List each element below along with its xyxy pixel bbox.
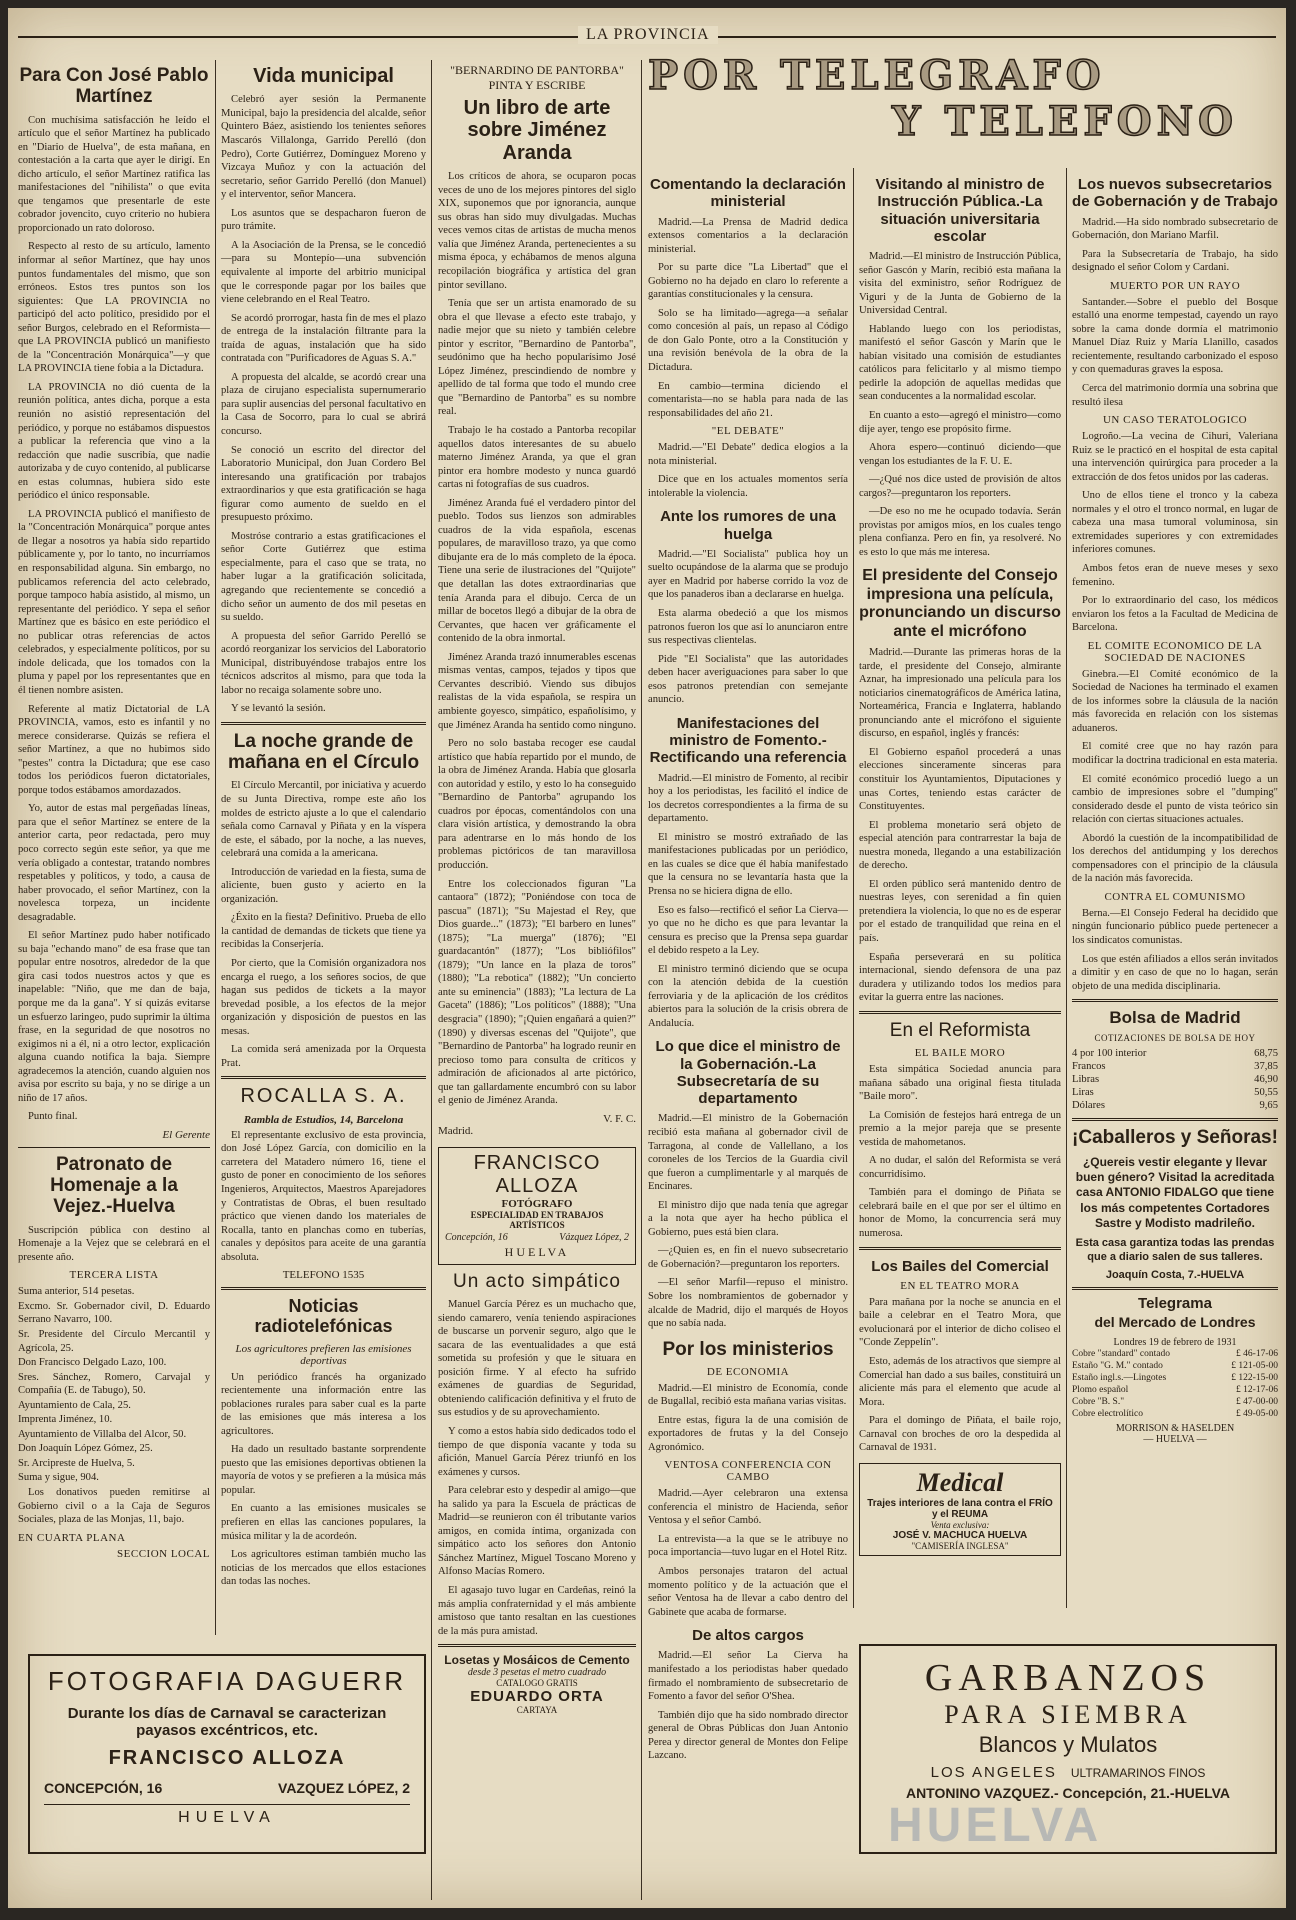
article-body (648, 1382, 848, 1455)
list-item: Suma y sigue, 904. (18, 1472, 99, 1484)
article-body (221, 779, 426, 1070)
paragraph: Y como a estos había sido dedicados todo el tiempo de que disponía vacante y toda su afición, Manuel García Pérez triunfó en los exámenes y cursos. (438, 1426, 636, 1478)
paragraph: También dijo que ha sido nombrado director general de Obras Públicas don Juan Antonio Perea y director general de Montes don Felipe Lazcano. (648, 1709, 848, 1762)
list-item: Ayuntamiento de Villalba del Alcor, 50. (18, 1428, 187, 1440)
row-label: 4 por 100 interior (1072, 1048, 1147, 1060)
ad-title: ¡Caballeros y Señoras! (1072, 1127, 1278, 1149)
ad-catalog: CATALOGO GRATIS (496, 1678, 578, 1689)
row-value: 37,85 (1254, 1061, 1278, 1073)
article-title: En el Reformista (889, 1019, 1031, 1041)
paragraph: España perseverará en su política internacional, siendo defensora de una paz duradera y utilizando todos los medios para evitar la guerra entre las naciones. (859, 951, 1061, 1004)
table-row (1072, 1384, 1278, 1396)
article-body (1072, 907, 1278, 993)
list-item: Imprenta Jiménez, 10. (18, 1414, 113, 1426)
list-item: Don Joaquín López Gómez, 25. (18, 1443, 153, 1455)
table-row (1072, 1372, 1278, 1384)
article-body (648, 1649, 848, 1762)
article-body (1072, 296, 1278, 409)
article-body (648, 548, 848, 707)
paragraph: —De eso no me he ocupado todavía. Serán provistas por amigos míos, en los cuales tengo plena confianza. Pero en fin, ya resolveré. No es esto lo que más me interesa. (859, 506, 1061, 558)
paragraph: Berna.—El Consejo Federal ha decidido que ningún funcionario público puede pertenecer a los sindicatos comunistas. (1072, 907, 1278, 947)
paragraph: Esto, además de los atractivos que siempre al Comercial han dado a sus bailes, constituirá un aliciente más para el elemento que acude al Mora. (859, 1355, 1061, 1408)
row-label: Dólares (1072, 1100, 1105, 1112)
cuarta-plana: EN CUARTA PLANA (18, 1531, 126, 1544)
paragraph: Referente al matiz Dictatorial de LA PROVINCIA, vamos, esto es infantil y no merece considerarse. Quizás se refiera el señor Martínez, a que no hubimos sido "pestes" contra la Dictadura; que ese caso todos los periódicos fueron dictatoriales, porque todos estábamos amordazados. (18, 703, 210, 796)
list-item: Suma anterior, 514 pesetas. (18, 1286, 135, 1298)
row-value: 50,55 (1254, 1087, 1278, 1099)
article-title: Lo que dice el ministro de la Gobernación.-La Subsecretaría de su departamento (655, 1038, 841, 1108)
ad-address: Joaquín Costa, 7.-HUELVA (1105, 1269, 1245, 1282)
paragraph: Madrid.—La Prensa de Madrid dedica extensos comentarios a la declaración ministerial. (648, 216, 848, 255)
ad-title: Losetas y Mosáicos de Cemento (444, 1653, 630, 1668)
article-title: Ante los rumores de una huelga (660, 508, 836, 543)
paragraph: Madrid.—Durante las primeras horas de la tarde, el presidente del Consejo, almirante Aznar, ha impresionado una película para los noticiarios cinematográficos de América latina, Norteamérica, Francia e Inglaterra, hablando pronunciando ante el micrófono el siguiente discurso, en español, inglés y francés: (859, 647, 1061, 740)
list-title: TERCERA LISTA (69, 1269, 159, 1282)
list-item: Excmo. Sr. Gobernador civil, D. Eduardo Serrano Navarro, 100. (18, 1300, 210, 1326)
article-signature: El Gerente (162, 1128, 210, 1141)
telegram-subtitle: del Mercado de Londres (1094, 1314, 1256, 1331)
paragraph: Para la Subsecretaría de Trabajo, ha sido designado el señor Colom y Cardani. (1072, 248, 1278, 274)
article-body (648, 1487, 848, 1619)
bolsa-subtitle: COTIZACIONES DE BOLSA DE HOY (1094, 1033, 1256, 1044)
paragraph: También para el domingo de Piñata se celebrará baile en el que por ser el último en honor de Momo, la concurrencia será muy numerosa. (859, 1187, 1061, 1239)
paragraph: Punto final. (28, 1111, 78, 1123)
paragraph: Y se levantó la sesión. (231, 703, 326, 715)
headline-line-2: Y TELEFONO (892, 98, 1238, 145)
watermark-text: HUELVA (888, 1799, 1103, 1852)
list-item: Sres. Sánchez, Romero, Carvajal y Compañía (E. de Tabugo), 50. (18, 1371, 210, 1397)
ad-subtitle: Rambla de Estudios, 14, Barcelona (243, 1113, 404, 1126)
row-value: £ 122-15-00 (1231, 1372, 1278, 1383)
paragraph: A propuesta del señor Garrido Perelló se acordó reorganizar los servicios del Laboratorio Municipal, distribuyéndose trabajos entre los técnicos adscritos al mismo, para que toda la labor no recaiga solamente sobre uno. (221, 630, 426, 696)
paragraph: Introducción de variedad en la fiesta, suma de aliciente, buen gusto y acierto en la organización. (221, 866, 426, 905)
ad-line: Durante los días de Carnaval se caracterizan payasos excéntricos, etc. (67, 1705, 387, 1739)
paragraph: Solo se ha limitado—agrega—a señalar como concesión al país, un repaso al Código de don Galo Ponte, otro a la Constitución y una revisión benévola de la obra de la Dictadura. (648, 307, 848, 373)
paragraph: Los asuntos que se despacharon fueron de puro trámite. (221, 207, 426, 233)
row-value: £ 121-05-00 (1231, 1360, 1278, 1371)
paragraph: Jiménez Aranda trazó innumerables escenas mismas ventas, campos, tejados y tipos que Cervantes describió. Viendo sus dibujos realistas de la vida española, se respira un ambiente goyesco, simpático, españolísimo, y que Jiménez Aranda ha sentido como ninguno. (438, 651, 636, 731)
paragraph: Respecto al resto de su artículo, lamento informar al señor Martínez, que hay unos puntos fundamentales del mismo, que son erróneos. Estos tres puntos son los siguientes: Que LA PROVINCIA no participó del acto político, presidido por el señor Burgos, celebrado en el Reformista—que LA PROVINCIA publicó un manifiesto de la "Concentración Monárquica"—y que LA PROVINCIA tiene fobia a la Dictadura. (18, 241, 210, 375)
paragraph: Para mañana por la noche se anuncia en el baile a celebrar en el Teatro Mora, que evolucionará por el interior de dicho coliseo el "Conde Zeppelín". (859, 1296, 1061, 1349)
ad-address-1: Concepción, 16 (445, 1231, 508, 1243)
ad-line-5: ANTONINO VAZQUEZ.- Concepción, 21.-HUELVA (905, 1785, 1231, 1801)
paragraph: Jiménez Aranda fué el verdadero pintor del pueblo. Todos sus lienzos son admirables cuadros de la vida española, escenas populares, de maravilloso trazo, ya que como dibujante era de lo más completo de la época. Tiene una serie de ilustraciones del "Quijote" que detallan las dotes extraordinarias que tenía Aranda para el dibujo. Cerca de un millar de bocetos llegó a dibujar de la obra de Cervantes, que hacen ver gráficamente el contenido de la obra inmortal. (438, 497, 636, 645)
row-label: Estaño ingl.s.—Lingotes (1072, 1372, 1167, 1383)
telegram-date: Londres 19 de febrero de 1931 (1113, 1336, 1237, 1348)
article-subhead: EN EL TEATRO MORA (900, 1279, 1020, 1292)
ad-name: EDUARDO ORTA (470, 1688, 604, 1706)
masthead-title: LA PROVINCIA (578, 26, 718, 44)
article-subhead: MUERTO POR UN RAYO (1109, 279, 1241, 292)
ad-text-2: Esta casa garantiza todas las prendas que a diario salen de sus talleres. (1075, 1237, 1275, 1264)
telegram-table (1072, 1348, 1278, 1420)
list-note: Los donativos pueden remitirse al Gobierno civil o a la Caja de Seguros Sociales, plaza de las Monjas, 11, bajo. (18, 1487, 210, 1526)
article-body (648, 1112, 848, 1330)
paragraph: Esta alarma obedeció a que los mismos patronos fueron los que así lo anunciaron entre sus respectivas clientelas. (648, 608, 848, 647)
article-kicker-2: PINTA Y ESCRIBE (488, 78, 586, 92)
daguerr-ad (28, 1654, 426, 1854)
paragraph: Uno de ellos tiene el tronco y la cabeza normales y el otro el tronco normal, en lugar de cabeza una masa tumoral voluminosa, sin extremidades superiores y con extremidades inferiores comunes. (1072, 490, 1278, 556)
paragraph: Ginebra.—El Comité económico de la Sociedad de Naciones ha terminado el examen de los informes sobre la cláusula de la nación más favorecida en relación con los sistemas aduaneros. (1072, 668, 1278, 734)
article-body (1072, 668, 1278, 886)
article-body (648, 441, 848, 500)
paragraph: Pero no solo bastaba recoger ese caudal artístico que había repartido por el mundo, de la obra de Jiménez Aranda. Había que glosarla con autoridad y estilo, y esto lo ha conseguido "Bernardino de Pantorba" agrupando los cuadros por épocas, comentándolos con una clara visión artística, y demostrando la obra para adentrarse en lo más hondo de los problemas pictóricos de tan maravillosa producción. (438, 738, 636, 871)
article-title: Manifestaciones del ministro de Fomento.-Rectificando una referencia (649, 714, 847, 767)
paragraph: —¿Quien es, en fin el nuevo subsecretario de Gobernación?—preguntaron los reporters. (648, 1245, 848, 1270)
ad-line-3: JOSÉ V. MACHUCA HUELVA (892, 1529, 1028, 1541)
article-body (859, 1063, 1061, 1241)
paragraph: Mostróse contrario a estas gratificaciones el señor Corte Gutiérrez que estima especialmente, para el caso que se trata, no haber lugar a la gratificación solicitada, agregando que recientemente se concedió a dicho señor un aumento de dos mil pesetas en su sueldo. (221, 530, 426, 624)
table-row (1072, 1099, 1278, 1112)
ad-line-1: Trajes interiores de lana contra el FRÍO y el REUMA (867, 1497, 1053, 1520)
row-label: Plomo español (1072, 1384, 1129, 1395)
paragraph: Hablando luego con los periodistas, manifestó el señor Gascón y Marín que le habían visitado una comisión de estudiantes católicos para felicitarlo y al mismo tiempo pedirle la adopción de aquellas medidas que sean conducentes a la normalidad escolar. (859, 323, 1061, 403)
article-subhead: UN CASO TERATOLOGICO (1102, 414, 1248, 427)
ad-title: Medical (916, 1467, 1004, 1497)
paragraph: A propuesta del alcalde, se acordó crear una plaza de cirujano especialista supernumerario para suplir ausencias del personal facultativo en la Casa de Socorro, para lo cual se abrirá concurso. (221, 371, 426, 437)
row-label: Liras (1072, 1087, 1094, 1099)
row-label: Estaño "G. M." contado (1072, 1360, 1163, 1371)
paragraph: Por lo extraordinario del caso, los médicos enviaron los fetos a la Facultad de Medicina de Barcelona. (1072, 595, 1278, 634)
row-value: £ 12-17-06 (1236, 1384, 1278, 1395)
article-place: Madrid. (438, 1124, 474, 1137)
paragraph: A no dudar, el salón del Reformista se verá concurridísimo. (859, 1155, 1061, 1180)
column-4 (648, 168, 848, 1848)
alloza-ad (438, 1147, 636, 1265)
losetas-ad (438, 1653, 636, 1715)
row-label: Libras (1072, 1074, 1100, 1086)
paragraph: Madrid.—Ha sido nombrado subsecretario de Gobernación, don Mariano Marfil. (1072, 216, 1278, 242)
paragraph: —¿Qué nos dice usted de provisión de altos cargos?—preguntaron los reporters. (859, 474, 1061, 499)
paragraph: Los críticos de ahora, se ocuparon pocas veces de uno de los mejores pintores del siglo XIX, suponemos que por ignorancia, aunque sus obras han sido muy divulgadas. Muchas veces vemos citas de artistas de mucha menos valía que Jiménez Aranda, pertenecientes a su misma época, y echábamos de menos alguna recopilación biográfica y artística del gran pintor sevillano. (438, 171, 636, 291)
paragraph: Manuel García Pérez es un muchacho que, siendo camarero, venía teniendo aspiraciones de buscarse un porvenir seguro, algo que le sacara de las eventualidades a que está sometida su profesión y que le situara en posición firme. Y al efecto ha sufrido exámenes de guardias de Seguridad, obteniendo calificación definitiva y el fruto de sus estudios y de su aprovechamiento. (438, 1299, 636, 1419)
paragraph: Madrid.—El ministro de Economía, conde de Bugallal, recibió esta mañana varias visitas. (648, 1382, 848, 1408)
row-value: £ 46-17-06 (1236, 1348, 1278, 1359)
ad-subtitle: desde 3 pesetas el metro cuadrado (467, 1667, 607, 1679)
list-item: Ayuntamiento de Cala, 25. (18, 1399, 131, 1411)
ad-text: ¿Quereis vestir elegante y llevar buen género? Visitad la acreditada casa ANTONIO FIDALGO que tiene los más competentes Cortadores Sastre y Modisto madrileño. (1075, 1154, 1275, 1230)
article-title: Noticias radiotelefónicas (254, 1296, 393, 1337)
paragraph: Celebró ayer sesión la Permanente Municipal, bajo la presidencia del alcalde, señor Quintero Báez, asistiendo los tenientes señores Mascarós Villalonga, Garrido Perelló (don Pedro), Corte Gutiérrez, Domínguez Moreno y Vizcaya Muñoz y con la actuación del secretario, señor Garrido Perelló (don Manuel) y el interventor, señor Mancera. (221, 94, 426, 201)
paragraph: Pide "El Socialista" que las autoridades deben hacer averiguaciones para saber lo que esos patronos pretendían con semejante anuncio. (648, 653, 848, 706)
ad-city: HUELVA (44, 1804, 410, 1827)
article-body (859, 646, 1061, 1005)
paragraph: Madrid.—"El Socialista" publica hoy un suelto ocupándose de la alarma que se produjo ayer en Madrid por haberse corrido la voz de que los panaderos iban a declararse en huelga. (648, 548, 848, 601)
ad-line-4: "CAMISERÍA INGLESA" (911, 1540, 1009, 1551)
ad-line-2: Blancos y Mulatos (978, 1732, 1158, 1757)
paragraph: Madrid.—El ministro de Instrucción Pública, señor Gascón y Marín, recibió esta mañana la visita del exministro, señor Rodríguez de Viguri y de la Junta de Gobierno de la Universidad Central. (859, 251, 1061, 317)
article-subhead: CONTRA EL COMUNISMO (1104, 890, 1246, 903)
article-title: La noche grande de mañana en el Círculo (227, 730, 420, 774)
row-value: 68,75 (1254, 1048, 1278, 1060)
paragraph: La comida será amenizada por la Orquesta Prat. (221, 1044, 426, 1069)
table-row (1072, 1060, 1278, 1073)
article-body (859, 1296, 1061, 1455)
ad-title: GARBANZOS (924, 1657, 1212, 1699)
article-body (648, 772, 848, 1031)
telegram-firm: MORRISON & HASELDEN (1115, 1422, 1235, 1434)
column-5 (859, 168, 1061, 1608)
ad-address-2: VAZQUEZ LÓPEZ, 2 (278, 1780, 410, 1796)
article-subhead: EL BAILE MORO (914, 1046, 1006, 1059)
paragraph: Esta simpática Sociedad anuncia para mañana sábado una original fiesta titulada "Baile moro". (859, 1063, 1061, 1103)
paragraph: Para celebrar esto y despedir al amigo—que ha salido ya para la Escuela de prácticas de Madrid—se reunieron con él tributante varios amigos, en comida íntima, organizada con simpático acto los señores don Antonio Sánchez Martínez, Miguel Toscano Moreno y Alfonso Macías Romero. (438, 1485, 636, 1578)
article-body (18, 114, 210, 1124)
paragraph: El comité cree que no hay razón para modificar la doctrina tradicional en esta materia. (1072, 741, 1278, 766)
paragraph: Madrid.—El señor La Cierva ha manifestado a los periodistas haber quedado firmado el nombramiento de subsecretario de Fomento a favor del señor O'Shea. (648, 1650, 848, 1703)
row-label: Cobre "standard" contado (1072, 1348, 1170, 1359)
paragraph: En cuanto a esto—agregó el ministro—como dije ayer, tengo ese propósito firme. (859, 410, 1061, 435)
table-row (1072, 1348, 1278, 1360)
paragraph: Santander.—Sobre el pueblo del Bosque estalló una enorme tempestad, cayendo un rayo sobre la cama donde dormía el matrimonio Manuel Díaz Ruiz y María Llanillo, casados recientemente, resultando carbonizado el esposo y con quemaduras graves la esposa. (1072, 296, 1278, 376)
article-body (859, 250, 1061, 559)
paragraph: Se conoció un escrito del director del Laboratorio Municipal, don Juan Cordero Bel interesando una gratificación por trabajos extraordinarios y que esta gratificación se haga figurar como aumento de sueldo en el presupuesto próximo. (221, 444, 426, 524)
paragraph: Ambos fetos eran de nueve meses y sexo femenino. (1072, 562, 1278, 588)
article-title: El presidente del Consejo impresiona una película, pronunciando un discurso ante el micrófono (859, 567, 1061, 640)
article-title: De altos cargos (692, 1627, 804, 1645)
paragraph: El comité económico procedió luego a un cambio de impresiones sobre el "dumping" considerado desde el punto de vista teórico sin relación con ciertas situaciones actuales. (1072, 773, 1278, 826)
telegram-city: — HUELVA — (1143, 1433, 1207, 1445)
paragraph: Madrid.—"El Debate" dedica elogios a la nota ministerial. (648, 442, 848, 467)
paragraph: El ministro dijo que nada tenía que agregar a la nota que ayer ha hecho pública el Gobierno, pues está bien clara. (648, 1199, 848, 1238)
paragraph: Los que estén afiliados a ellos serán invitados a dimitir y en caso de que no lo hagan, serán objeto de una medida disciplinaria. (1072, 953, 1278, 992)
article-subhead: DE ECONOMIA (706, 1365, 790, 1378)
paragraph: Con muchísima satisfacción he leído el artículo que el señor Martínez ha publicado en "Diario de Huelva", de esta mañana, en contestación a la carta que ayer le dirigí. En dicho artículo, el señor Martínez ratifica las manifestaciones del "nihilista" o que evita que tengamos que presentarle de este cobrador jovencito, cuyo criterio no hubiera proporcionado un rato doloroso. (18, 114, 210, 234)
ad-title: ROCALLA S. A. (240, 1085, 407, 1108)
article-intro: Suscripción pública con destino al Homenaje a la Vejez que se celebrará en el presente año. (18, 1224, 210, 1263)
ad-address-2: Vázquez López, 2 (559, 1231, 629, 1243)
paragraph: Por su parte dice "La Libertad" que el Gobierno no ha dejado en claro lo referente a garantías constitucionales y la censura. (648, 262, 848, 301)
ad-line-4: ULTRAMARINOS FINOS (1070, 1766, 1206, 1780)
list-item: Sr. Arcipreste de Huelva, 5. (18, 1457, 135, 1469)
paragraph: Madrid.—El ministro de la Gobernación recibió esta mañana al gobernador civil de Tarragona, al conde de Vallellano, a los coroneles de los Tercios de la Guardia civil que fueron a cumplimentarle y al marqués de Encinares. (648, 1113, 848, 1193)
paragraph: Abordó la cuestión de la incompatibilidad de los derechos del antidumping y los derechos compensadores con el principio de la cláusula de la nación más favorecida. (1072, 832, 1278, 885)
paragraph: Ha dado un resultado bastante sorprendente puesto que las emisiones deportivas obtienen la mayoría de votos y se prefieren a la música más popular. (221, 1444, 426, 1496)
article-title: Los Bailes del Comercial (871, 1257, 1049, 1275)
article-title: Visitando al ministro de Instrucción Pública.-La situación universitaria escolar (875, 176, 1045, 245)
article-title: Un acto simpático (452, 1270, 621, 1292)
paragraph: Dice que en los actuales momentos sería intolerable la violencia. (648, 474, 848, 499)
paragraph: La entrevista—a la que se le atribuye no poca importancia—tuvo lugar en el Hotel Ritz. (648, 1533, 848, 1559)
paragraph: Cerca del matrimonio dormía una sobrina que resultó ilesa (1072, 382, 1278, 408)
paragraph: El ministro se mostró extrañado de las manifestaciones publicadas por un periódico, en las cuales se dice que él había manifestado que la censura no se levantaría hasta que la Prensa no se hiciera digna de ello. (648, 831, 848, 897)
paragraph: Trabajo le ha costado a Pantorba recopilar aquellos datos interesantes de su abuelo materno Jiménez Aranda, ya que el gran pintor era hombre modesto y nunca guardó cartas ni fotografías de sus cuadros. (438, 425, 636, 491)
paragraph: Ahora espero—continuó diciendo—que vengan los estudiantes de la F. U. E. (859, 442, 1061, 467)
article-subhead: VENTOSA CONFERENCIA CON CAMBO (664, 1459, 832, 1484)
paragraph: Por cierto, que la Comisión organizadora nos encarga el ruego, a los señores socios, de que hagan sus pedidos de tickets a la mayor brevedad posible, a los efectos de la mejor organización y disposición de puestos en las mesas. (221, 958, 426, 1037)
ad-title: FRANCISCO ALLOZA (473, 1151, 601, 1197)
rocalla-ad (221, 1085, 426, 1281)
list-item: Sr. Presidente del Círculo Mercantil y Agrícola, 25. (18, 1328, 210, 1354)
table-row (1072, 1086, 1278, 1099)
row-value: £ 47-00-00 (1236, 1396, 1278, 1407)
headline-line-1: POR TELEGRAFO (648, 52, 1106, 99)
article-title: Vida municipal (253, 65, 394, 87)
table-row (1072, 1360, 1278, 1372)
ad-line-1: PARA SIEMBRA (944, 1700, 1192, 1729)
paragraph: ¿Éxito en la fiesta? Definitivo. Prueba de ello la cantidad de demandas de tickets que tiene ya recibidas la Conserjería. (221, 912, 426, 951)
row-value: 46,90 (1254, 1074, 1278, 1086)
article-title: Para Con José Pablo Martínez (19, 65, 209, 108)
paragraph: A la Asociación de la Prensa, se le concedió—para su Montepío—una subvención equivalente al importe del arbitrio municipal que le corresponde pagar por los bailes que viene celebrando en el Real Teatro. (221, 239, 426, 306)
paragraph: El agasajo tuvo lugar en Cardeñas, reinó la más amplia confraternidad y el más ambiente amistoso que tanto resaltan en las cuestiones de la más pura amistad. (438, 1585, 636, 1637)
paragraph: Se acordó prorrogar, hasta fin de mes el plazo de entrega de la instalación filtrante para la traída de aguas, instalación que ha sido contratada con "Purificadores de Aguas S. A." (221, 312, 426, 365)
ad-line-2: Venta exclusiva: (930, 1519, 990, 1530)
telegram-title: Telegrama (1138, 1295, 1212, 1313)
article-title: Patronato de Homenaje a la Vejez.-Huelva (50, 1153, 178, 1218)
article-signature: V. F. C. (603, 1112, 636, 1125)
paragraph: Eso es falso—rectificó el señor La Cierva—yo que no he dicho es que para levantar la censura es preciso que la Prensa sepa guardar el debido respeto a la Ley. (648, 904, 848, 957)
row-label: Cobre "B. S." (1072, 1396, 1125, 1407)
article-body (221, 1371, 426, 1589)
paragraph: LA PROVINCIA publicó el manifiesto de la "Concentración Monárquica" porque antes de llegar a nosotros ya había sido repartido públicamente y, por lo tanto, no incurríamos en responsabilidad alguna. Sin embargo, no publicamos referencia del acto celebrado, porque tampoco había asistido, al mismo, un representante del periódico. Y sepa el señor Martínez que es básico en este periódico el no publicar otras referencias de actos celebrados, y especialmente políticos, por su índole delicada, que los tomados con la pluma y papel por los representantes que en él tienen nombre asisten. (18, 508, 210, 696)
table-row (1072, 1408, 1278, 1420)
paragraph: Madrid.—El ministro de Fomento, al recibir hoy a los periodistas, les facilitó el índice de los decretos correspondientes a la firma de su departamento. (648, 772, 848, 825)
medical-ad (859, 1463, 1061, 1556)
paragraph: LA PROVINCIA no dió cuenta de la reunión política, antes dicha, porque a esta reunión no asistió representación del periódico, y porque no estábamos dispuestos a publicar la referencia que vino a la redacción que nadie suscribía, que nadie autorizaba y de cuyo contenido, al publicarse en estas columnas, hubiera sido este periódico el único responsable. (18, 381, 210, 502)
headline (648, 52, 1278, 148)
table-row (1072, 1073, 1278, 1086)
paragraph: El problema monetario será objeto de especial atención para contrarrestar la baja de nuestra moneda, llegando a una estabilización de derecho. (859, 819, 1061, 872)
ad-phone: TELEFONO 1535 (282, 1269, 365, 1282)
ad-line-3: LOS ANGELES (930, 1764, 1057, 1781)
paragraph: El señor Martínez pudo haber notificado su baja "echando mano" de esa frase que tan popular entre nosotros, alrededor de la que gira casi todos nuestros actos y que es inapelable: "Niño, que me dan de baja, porque me da la gana". Y sí quizás evitarse un esfuerzo laringeo, pudo suprimir la última frase, en la seguridad de que nosotros no exigimos ni a él, ni a otro lector, explicación alguna cuando notifica la baja. Siempre agradecemos la atención, cuando alguien nos avisa por escrito su baja, y no se dirige a un niño de 17 años. (18, 930, 210, 1104)
paragraph: Para el domingo de Piñata, el baile rojo, Carnaval con broches de oro la despedida al Carnaval de 1931. (859, 1415, 1061, 1454)
bolsa-table (1072, 1047, 1278, 1112)
article-title: Un libro de arte sobre Jiménez Aranda (463, 97, 611, 164)
column-3 (438, 63, 636, 1903)
ad-line: ESPECIALIDAD EN TRABAJOS ARTÍSTICOS (470, 1209, 604, 1230)
paragraph: —El señor Marfil—repuso el ministro. Sobre los nombramientos de gobernador y alcalde de Madrid, dijo el marqués de Hoyos que no sabía nada. (648, 1277, 848, 1330)
row-label: Cobre electrolítico (1072, 1408, 1143, 1419)
seccion-local: SECCION LOCAL (117, 1547, 210, 1560)
paragraph: Logroño.—La vecina de Cihuri, Valeriana Ruiz se le practicó en el hospital de esta capital una intervención quirúrgica para proceder a la extracción de dos fetos unidos por las caderas. (1072, 431, 1278, 483)
watermark (888, 1798, 1102, 1853)
list-item: Don Francisco Delgado Lazo, 100. (18, 1357, 167, 1369)
paragraph: El orden público será mantenido dentro de nuestras leyes, con serenidad a fin quien pretendiera la violencia, lo que no es de esperar por el estado de tranquilidad que reina en el país. (859, 878, 1061, 944)
paragraph: En cuanto a las emisiones musicales se prefieren en ellas las canciones populares, la música militar y la de acordeón. (221, 1503, 426, 1542)
article-subhead: EL COMITE ECONOMICO DE LA SOCIEDAD DE NACIONES (1087, 639, 1263, 664)
ad-city: HUELVA (504, 1244, 570, 1259)
row-value: £ 49-05-00 (1236, 1408, 1278, 1419)
ad-title: FOTOGRAFIA DAGUERR (47, 1666, 407, 1696)
paragraph: El Círculo Mercantil, por iniciativa y acuerdo de su Junta Directiva, rompe este año los moldes de estricto ajuste a lo que el calendario señala como Carnaval y Piñata y en la víspera de este, el sábado, por la noche, a las nueves, celebrará una comida a la americana. (221, 780, 426, 860)
article-title: Comentando la declaración ministerial (650, 176, 846, 211)
paragraph: Un periódico francés ha organizado recientemente una información entre las poblaciones rurales para saber cual es la parte de las emisiones que más interesa a los agricultores. (221, 1371, 426, 1437)
column-1 (18, 63, 210, 1560)
newspaper-page (8, 8, 1286, 1908)
ad-subtitle: FOTÓGRAFO (501, 1197, 573, 1210)
paragraph: Entre estas, figura la de una comisión de exportadores de frutas y la del Consejo Agronómico. (648, 1414, 848, 1453)
table-row (1072, 1396, 1278, 1408)
paragraph: Yo, autor de estas mal pergeñadas líneas, para que el señor Martínez se entere de la anterior carta, peor redactada, pero muy poco correcto según este señor, ya que me vería obligado a contestar, tratando nombres respetables y políticos, y todo, a causa de haber provocado, el señor Martínez, con la novelesca torpeza, un incidente desagradable. (18, 803, 210, 923)
paragraph: La Comisión de festejos hará entrega de un premio a la mejor pareja que se presente vestida de mahometanos. (859, 1109, 1061, 1148)
ad-text: El representante exclusivo de esta provincia, don José López García, con domicilio en la carretera del Matadero número 16, tiene el gusto de poner en conocimiento de los señores Ingenieros, Arquitectos, Maestros Aparejadores y Contratistas de Obras, el buen resultado práctico que vienen dando los materiales de Rocalla, tanto en planchas como en tuberías, canales y depósitos para aceite de una garantía absoluta. (221, 1129, 426, 1263)
article-body (648, 216, 848, 421)
article-subtitle: Los agricultores prefieren las emisiones deportivas (235, 1342, 412, 1367)
paragraph: Los agricultores estiman también mucho las noticias de los mercados que ellos estaciones dan todas las noches. (221, 1549, 426, 1588)
ad-name: FRANCISCO ALLOZA (108, 1747, 346, 1769)
column-2 (221, 63, 426, 1643)
article-title: Los nuevos subsecretarios de Gobernación y de Trabajo (1072, 176, 1278, 211)
article-body (1072, 216, 1278, 275)
article-title: Por los ministerios (662, 1338, 834, 1360)
table-row (1072, 1047, 1278, 1060)
column-6 (1072, 168, 1278, 1608)
paragraph: Madrid.—Ayer celebraron una extensa conferencia el ministro de Hacienda, señor Ventosa y el señor Cambó. (648, 1488, 848, 1527)
row-value: 9,65 (1259, 1100, 1278, 1112)
article-subhead: "EL DEBATE" (711, 425, 785, 438)
article-body (438, 170, 636, 1108)
bolsa-title: Bolsa de Madrid (1109, 1008, 1241, 1028)
paragraph: Ambos personajes trataron del actual momento político y de la actuación que el señor Ventosa ha de llevar a cabo dentro del Gabinete que acaba de formarse. (648, 1565, 848, 1618)
paragraph: El ministro terminó diciendo que se ocupa con la atención debida de la cuestión ferroviaria y de la aplicación de los créditos abiertos para la solución de la crisis obrera de Andalucía. (648, 963, 848, 1029)
paragraph: Entre los coleccionados figuran "La cantaora" (1872); "Poniéndose con toca de pascua" (1871); "Su Majestad el Rey, que Dios guarde..." (1873); "El barbero en lunes" (1875); "La muerga" (1876); "El guardacantón" (1877); "Los bibliófilos" (1879); "Un lance en la plaza de toros" (1880); "La rebotica" (1882); "Un concierto ante su eminencia" (1883); "La lectura de La Gaceta" (1886); "Los políticos" (1888); "Una desgracia" (1890); "¡Quien engañará a quien?" (1890) y diversas escenas del "Quijote", que "Bernardino de Pantorba" ha logrado reunir en precioso tomo para consulta de críticos y admiración de aficionados al arte pictórico, que tan gallardamente encumbró con su labor el genio de Jiménez Aranda. (438, 878, 636, 1107)
paragraph: El Gobierno español procederá a unas elecciones sinceramente sinceras para constituir los Ayuntamientos, Diputaciones y unas Cortes, teniendo estas carácter de Constituyentes. (859, 746, 1061, 813)
paragraph: En cambio—termina diciendo el comentarista—no se habla para nada de las responsabilidades del año 21. (648, 380, 848, 419)
row-label: Francos (1072, 1061, 1106, 1073)
article-body (438, 1298, 636, 1638)
paragraph: Tenía que ser un artista enamorado de su obra el que llevase a efecto este trabajo, y nadie mejor que su nieto y también celebre pintor y escritor, "Bernardino de Pantorba", seudónimo que ha hecho popularísimo José López Jiménez, prescindiendo de nombre y apellido de tal forma que todo el mundo cree que "Bernardino de Pantorba" es su nombre real. (438, 298, 636, 418)
ad-city: CARTAYA (516, 1705, 558, 1716)
article-kicker: "BERNARDINO DE PANTORBA" (450, 63, 624, 77)
donor-list (18, 1285, 210, 1485)
ad-address-1: CONCEPCIÓN, 16 (44, 1780, 163, 1796)
article-body (221, 93, 426, 716)
masthead (18, 26, 1276, 48)
article-body (1072, 430, 1278, 635)
